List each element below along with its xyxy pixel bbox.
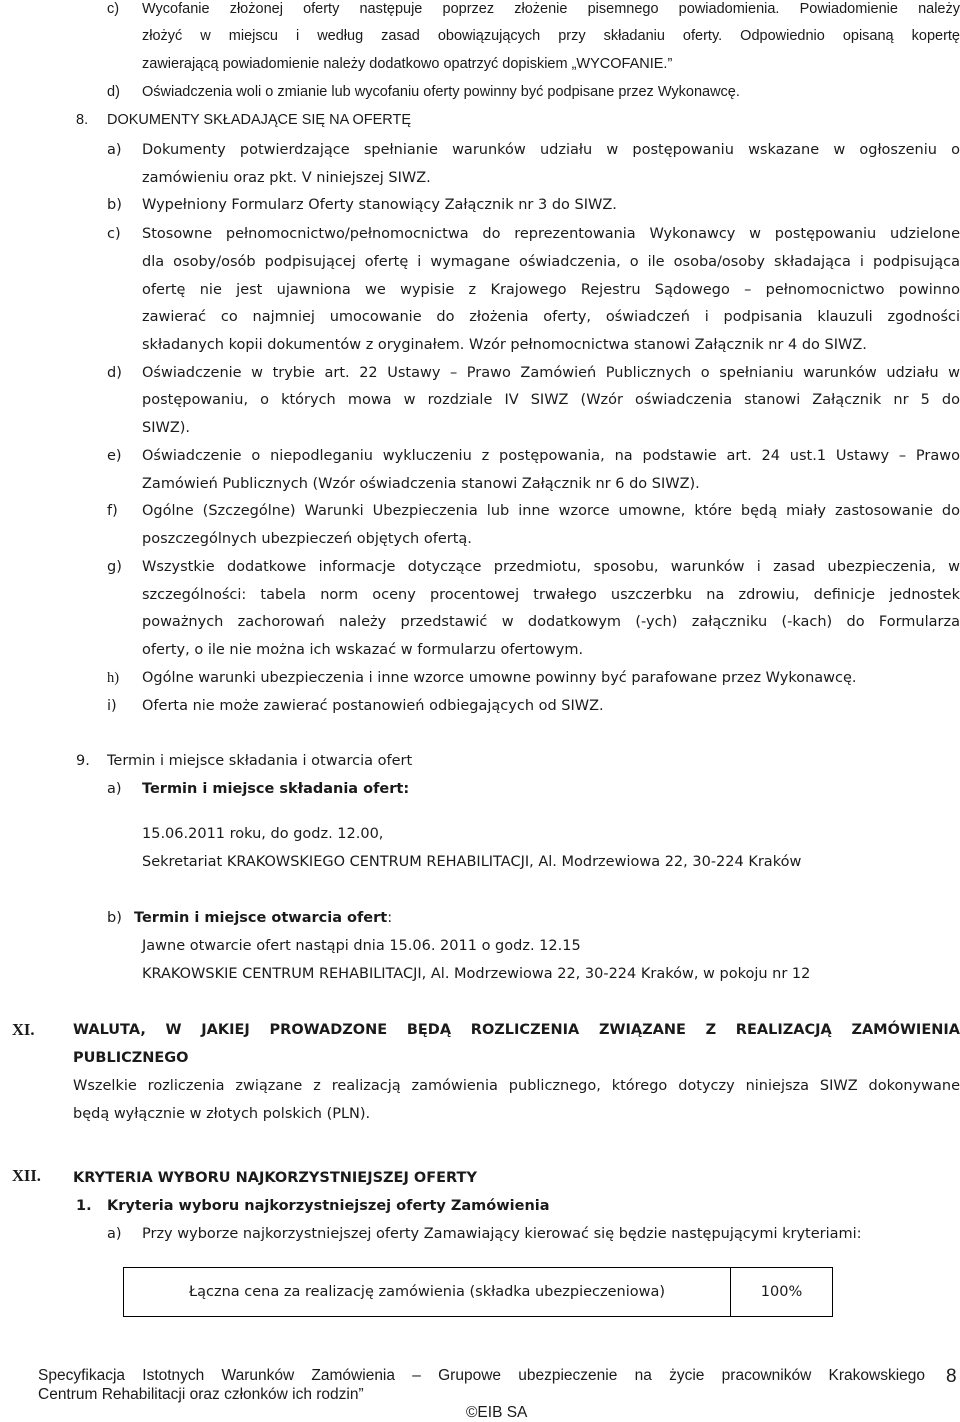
- item-label-f: f): [107, 503, 118, 519]
- paragraph-line: poszczególnych ubezpieczeń objętych ofertą.: [142, 531, 472, 547]
- section-number: XII.: [12, 1166, 41, 1185]
- paragraph-line: szczególności: tabela norm oceny procentowej trwałego uszczerbku na zdrowiu, definicje jednostek: [142, 587, 960, 603]
- criteria-table: [123, 1267, 833, 1317]
- paragraph-line: będą wyłącznie w złotych polskich (PLN).: [73, 1106, 371, 1122]
- paragraph-line: SIWZ).: [142, 420, 191, 436]
- section-number: 9.: [76, 753, 90, 769]
- item-label-h: h): [107, 670, 120, 686]
- paragraph-line: Oświadczenie w trybie art. 22 Ustawy – Prawo Zamówień Publicznych o spełnianiu warunków udziału w: [142, 365, 960, 381]
- item-label-a: a): [107, 142, 122, 158]
- paragraph-line: Zamówień Publicznych (Wzór oświadczenia stanowi Załącznik nr 6 do SIWZ).: [142, 476, 700, 492]
- item-label-d: d): [107, 365, 122, 381]
- paragraph-line: oferty, o ile nie można ich wskazać w formularzu ofertowym.: [142, 642, 584, 658]
- paragraph-line: Ogólne warunki ubezpieczenia i inne wzorce umowne powinny być parafowane przez Wykonawcę.: [142, 670, 857, 686]
- date-line: 15.06.2011 roku, do godz. 12.00,: [142, 826, 384, 842]
- paragraph-line: składanych kopii dokumentów z oryginałem. Wzór pełnomocnictwa stanowi Załącznik nr 4 do SIWZ.: [142, 337, 867, 353]
- paragraph-line: zamówieniu oraz pkt. V niniejszej SIWZ.: [142, 170, 431, 186]
- subheading: Termin i miejsce składania ofert:: [142, 781, 410, 797]
- section-heading: Termin i miejsce składania i otwarcia ofert: [107, 753, 413, 769]
- section-number: XI.: [12, 1020, 35, 1039]
- item-label-b: b): [107, 197, 122, 213]
- page-number: 8: [946, 1366, 957, 1387]
- footer-text: Specyfikacja Istotnych Warunków Zamówienia – Grupowe ubezpieczenie na życie pracowników Krakowskiego: [38, 1367, 925, 1384]
- paragraph-line: Oświadczenia woli o zmianie lub wycofaniu oferty powinny być podpisane przez Wykonawcę.: [142, 84, 740, 100]
- item-label-b: b): [107, 910, 122, 926]
- paragraph-line: Wszystkie dodatkowe informacje dotyczące przedmiotu, sposobu, warunków i zasad ubezpieczenia, w: [142, 559, 960, 575]
- paragraph-line: dla osoby/osób podpisującej ofertę i wymagane oświadczenia, o ile osoba/osoby składająca i podpisująca: [142, 254, 960, 270]
- paragraph-line: Ogólne (Szczególne) Warunki Ubezpieczenia lub inne wzorce umowne, które będą miały zastosowanie do: [142, 503, 960, 519]
- paragraph-line: postępowaniu, o których mowa w rozdziale IV SIWZ (Wzór oświadczenia stanowi Załącznik nr 5 do: [142, 392, 960, 408]
- address-line: KRAKOWSKIE CENTRUM REHABILITACJI, Al. Modrzewiowa 22, 30-224 Kraków, w pokoju nr 12: [142, 966, 811, 982]
- paragraph-line: Oferta nie może zawierać postanowień odbiegających od SIWZ.: [142, 698, 604, 714]
- paragraph-line: zawierać co najmniej umocowanie do złożenia oferty, oświadczeń i podpisania klauzuli zgodności: [142, 309, 960, 325]
- subheading-colon: :: [387, 910, 393, 926]
- paragraph-line: Oświadczenie o niepodleganiu wykluczeniu z postępowania, na podstawie art. 24 ust.1 Ustawy – Prawo: [142, 448, 960, 464]
- paragraph-line: Wypełniony Formularz Oferty stanowiący Załącznik nr 3 do SIWZ.: [142, 197, 617, 213]
- subheading-text: Termin i miejsce otwarcia ofert: [134, 910, 388, 926]
- item-label-c: c): [107, 1, 120, 17]
- paragraph-line: ofertę nie jest ujawniona we wypisie z Krajowego Rejestru Sądowego – pełnomocnictwo powinno: [142, 282, 960, 298]
- section-heading: PUBLICZNEGO: [73, 1050, 189, 1066]
- item-label-a: a): [107, 1226, 122, 1242]
- item-label-a: a): [107, 781, 122, 797]
- subheading: [134, 909, 392, 927]
- paragraph-line: złożyć w miejscu i według zasad obowiązujących przy składaniu oferty. Odpowiednio opisaną kopertę: [142, 28, 960, 44]
- paragraph-line: Wycofanie złożonej oferty następuje poprzez złożenie pisemnego powiadomienia. Powiadomienie należy: [142, 1, 960, 17]
- date-line: Jawne otwarcie ofert nastąpi dnia 15.06. 2011 o godz. 12.15: [142, 938, 581, 954]
- paragraph-line: Dokumenty potwierdzające spełnianie warunków udziału w postępowaniu wskazane w ogłoszeniu o: [142, 142, 960, 158]
- footer-text: Centrum Rehabilitacji oraz członków ich rodzin”: [38, 1386, 364, 1403]
- item-label-i: i): [107, 698, 117, 714]
- item-label-d: d): [107, 84, 120, 100]
- section-heading: WALUTA, W JAKIEJ PROWADZONE BĘDĄ ROZLICZENIA ZWIĄZANE Z REALIZACJĄ ZAMÓWIENIA: [73, 1022, 960, 1038]
- paragraph-line: zawierającą powiadomienie należy dodatkowo opatrzyć dopiskiem „WYCOFANIE.”: [142, 56, 673, 72]
- subsection-number: 1.: [76, 1198, 92, 1214]
- table-row: [124, 1268, 833, 1317]
- paragraph-line: Wszelkie rozliczenia związane z realizacją zamówienia publicznego, którego dotyczy niniejsza SIWZ dokonywane: [73, 1078, 960, 1094]
- paragraph-line: poważnych zachorowań należy przedstawić w dodatkowym (-ych) załączniku (-kach) do Formularza: [142, 614, 960, 630]
- address-line: Sekretariat KRAKOWSKIEGO CENTRUM REHABILITACJI, Al. Modrzewiowa 22, 30-224 Kraków: [142, 854, 802, 870]
- item-label-e: e): [107, 448, 122, 464]
- criterion-cell: Łączna cena za realizację zamówienia (składka ubezpieczeniowa): [124, 1268, 731, 1317]
- paragraph-line: Stosowne pełnomocnictwo/pełnomocnictwa do reprezentowania Wykonawcy w postępowaniu udzielone: [142, 226, 960, 242]
- paragraph-line: Przy wyborze najkorzystniejszej oferty Zamawiający kierować się będzie następującymi kryteriami:: [142, 1226, 862, 1242]
- item-label-g: g): [107, 559, 122, 575]
- copyright: ©EIB SA: [466, 1404, 528, 1421]
- weight-cell: 100%: [731, 1268, 833, 1317]
- section-number: 8.: [76, 112, 89, 128]
- subsection-heading: Kryteria wyboru najkorzystniejszej oferty Zamówienia: [107, 1198, 550, 1214]
- section-heading: DOKUMENTY SKŁADAJĄCE SIĘ NA OFERTĘ: [107, 112, 412, 128]
- section-heading: KRYTERIA WYBORU NAJKORZYSTNIEJSZEJ OFERTY: [73, 1170, 477, 1186]
- item-label-c: c): [107, 226, 121, 242]
